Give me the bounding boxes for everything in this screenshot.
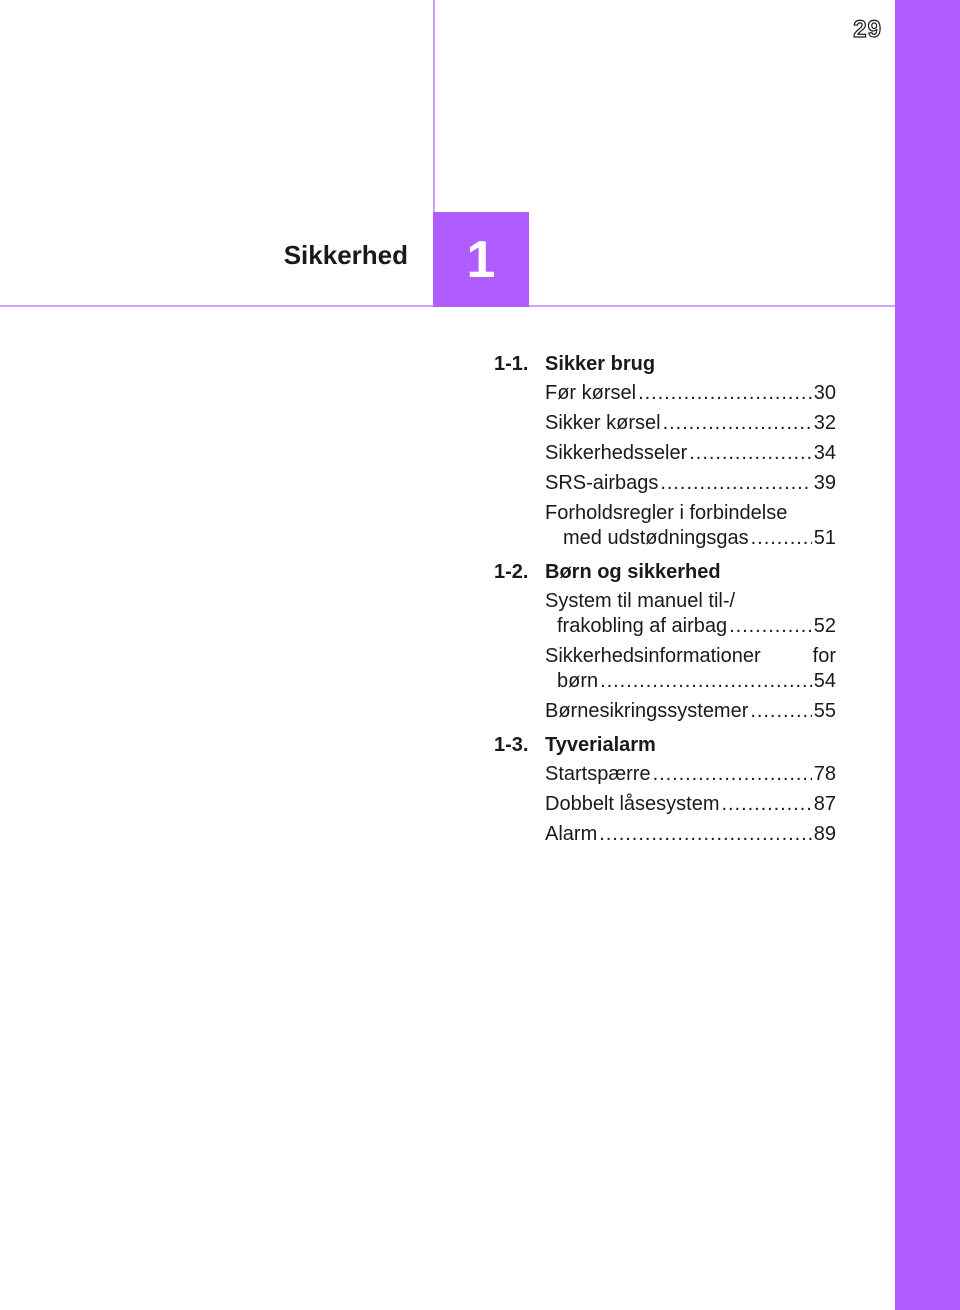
entry-page: 78 [813, 763, 836, 785]
section-number: 1-2. [494, 561, 529, 583]
toc-entry[interactable] [545, 762, 836, 787]
dot-leader [638, 381, 812, 406]
entry-title: Før kørsel [545, 382, 637, 404]
entry-title-line2: børn [557, 670, 599, 692]
toc-entry[interactable] [545, 644, 836, 694]
toc-section-heading[interactable] [494, 558, 836, 586]
entry-title-line1: Sikkerhedsinformationer [545, 645, 761, 667]
chapter-side-tab [895, 0, 960, 1310]
toc-entry[interactable] [545, 589, 836, 639]
dot-leader [599, 822, 812, 847]
toc-entry[interactable] [545, 441, 836, 466]
toc-entries [545, 589, 836, 724]
entry-title: Sikker kørsel [545, 412, 661, 434]
dot-leader [663, 411, 812, 436]
dot-leader [653, 762, 812, 787]
entry-title-line1-end: for [812, 645, 836, 667]
chapter-number-box [433, 212, 529, 307]
toc-entry[interactable] [545, 792, 836, 817]
table-of-contents [494, 350, 836, 854]
dot-leader [689, 441, 811, 466]
section-title: Sikker brug [545, 353, 656, 375]
entry-title-line2: frakobling af airbag [557, 615, 728, 637]
toc-entry[interactable] [545, 411, 836, 436]
dot-leader [751, 526, 812, 551]
section-title: Børn og sikkerhed [545, 561, 721, 583]
entry-title: Alarm [545, 823, 598, 845]
toc-entry[interactable] [545, 501, 836, 551]
chapter-number: 1 [466, 230, 496, 289]
dot-leader [750, 699, 811, 724]
entry-page: 89 [813, 823, 836, 845]
page-number: 29 [853, 16, 882, 43]
entry-page: 51 [813, 527, 836, 549]
entry-page: 54 [813, 670, 836, 692]
entry-page: 39 [813, 472, 836, 494]
toc-entry[interactable] [545, 471, 836, 496]
section-number: 1-1. [494, 353, 529, 375]
toc-entry[interactable] [545, 699, 836, 724]
vertical-divider [433, 0, 435, 213]
toc-entry[interactable] [545, 822, 836, 847]
entry-page: 87 [813, 793, 836, 815]
entry-title-line1: System til manuel til-/ [545, 590, 736, 612]
dot-leader [722, 792, 812, 817]
entry-page: 55 [813, 700, 836, 722]
dot-leader [729, 614, 812, 639]
entry-title: Børnesikringssystemer [545, 700, 749, 722]
entry-title-line1: Forholdsregler i forbindelse [545, 502, 788, 524]
dot-leader [600, 669, 812, 694]
toc-section-heading[interactable] [494, 350, 836, 378]
toc-entries [545, 762, 836, 847]
chapter-title: Sikkerhed [283, 240, 408, 270]
section-title: Tyverialarm [545, 734, 656, 756]
entry-title: SRS-airbags [545, 472, 659, 494]
dot-leader [660, 471, 811, 496]
entry-page: 32 [813, 412, 836, 434]
toc-entry[interactable] [545, 381, 836, 406]
toc-entries [545, 381, 836, 551]
entry-title: Startspærre [545, 763, 651, 785]
entry-page: 30 [813, 382, 836, 404]
section-number: 1-3. [494, 734, 529, 756]
entry-title: Dobbelt låsesystem [545, 793, 720, 815]
toc-section-heading[interactable] [494, 731, 836, 759]
entry-page: 52 [813, 615, 836, 637]
entry-title: Sikkerhedsseler [545, 442, 688, 464]
entry-page: 34 [813, 442, 836, 464]
entry-title-line2: med udstødningsgas [563, 527, 749, 549]
